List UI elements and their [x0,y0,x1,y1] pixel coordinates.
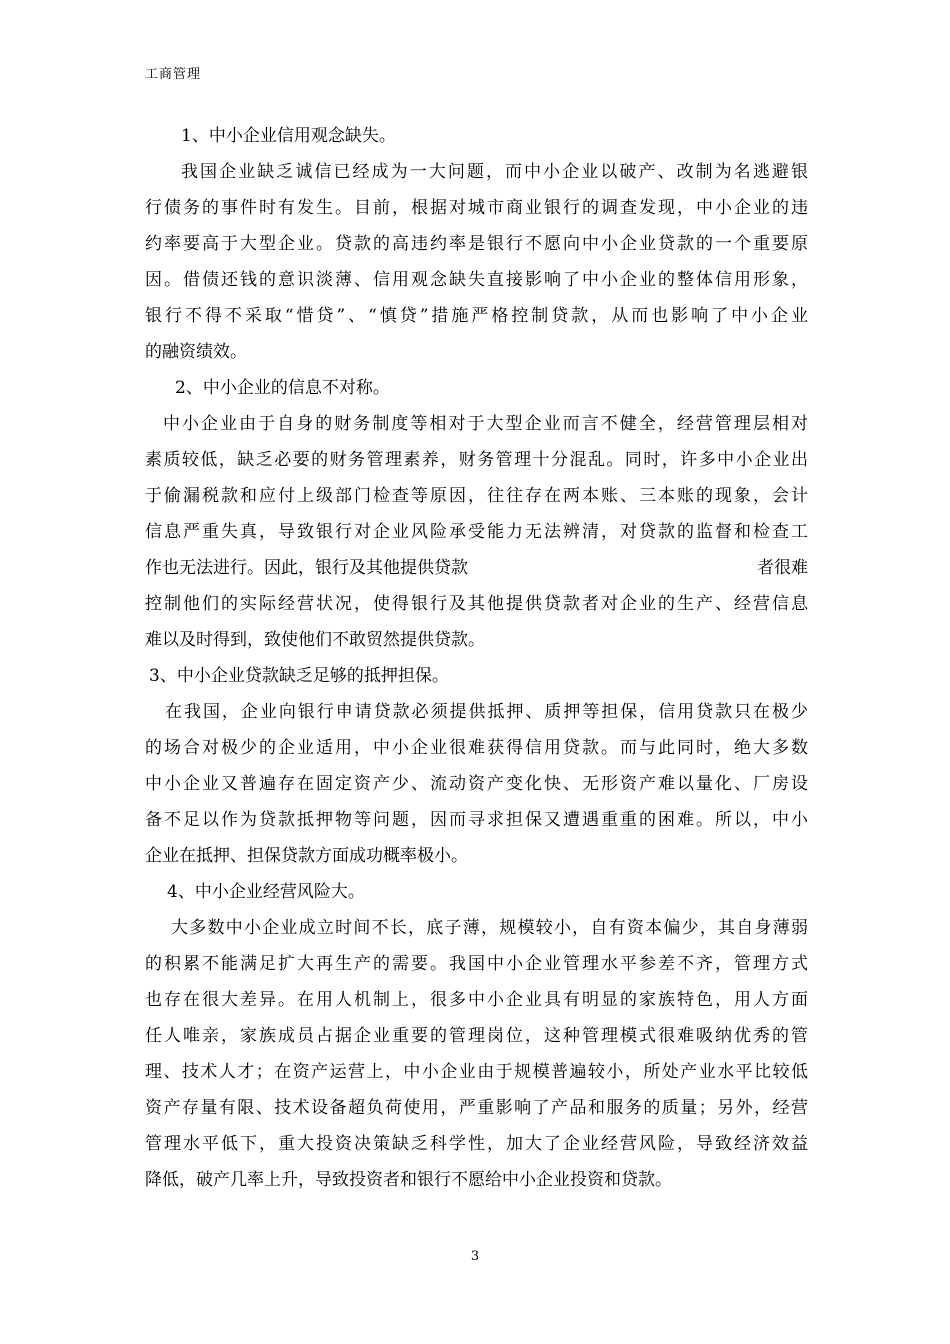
text-line: 大多数中小企业成立时间不长，底子薄，规模较小，自有资本偏少，其自身薄弱 [171,918,808,938]
text-line: 理、技术人才；在资产运营上，中小企业由于规模普遍较小，所处产业水平比较低 [145,1062,808,1082]
text-line: 降低，破产几率上升，导致投资者和银行不愿给中小企业投资和贷款。 [145,1170,672,1190]
text-line: 素质较低，缺乏必要的财务管理素养，财务管理十分混乱。同时，许多中小企业出 [145,450,808,470]
text-line: 也存在很大差异。在用人机制上，很多中小企业具有明显的家族特色，用人方面 [145,990,808,1010]
document-body [145,118,808,1198]
text-line: 企业在抵押、担保贷款方面成功概率极小。 [145,846,468,866]
text-line: 的融资绩效。 [145,342,247,362]
text-line: 资产存量有限、技术设备超负荷使用，严重影响了产品和服务的质量；另外，经营 [145,1098,808,1118]
text-line: 难以及时得到，致使他们不敢贸然提供贷款。 [145,630,485,650]
page-number: 3 [470,1249,480,1264]
text-line: 因。借债还钱的意识淡薄、信用观念缺失直接影响了中小企业的整体信用形象， [145,270,808,290]
heading-collateral: 3、中小企业贷款缺乏足够的抵押担保。 [149,666,449,686]
text-line: 的积累不能满足扩大再生产的需要。我国中小企业管理水平参差不齐，管理方式 [145,954,808,974]
text-line: 控制他们的实际经营状况，使得银行及其他提供贷款者对企业的生产、经营信息 [145,594,808,614]
text-line: 信息严重失真，导致银行对企业风险承受能力无法辨清，对贷款的监督和检查工 [145,522,808,542]
text-line: 我国企业缺乏诚信已经成为一大问题，而中小企业以破产、改制为名逃避银 [181,162,808,182]
text-line: 银行不得不采取“惜贷”、“慎贷”措施严格控制贷款，从而也影响了中小企业 [145,306,808,326]
text-line: 中小企业又普遍存在固定资产少、流动资产变化快、无形资产难以量化、厂房设 [145,774,808,794]
text-line: 约率要高于大型企业。贷款的高违约率是银行不愿向中小企业贷款的一个重要原 [145,234,808,254]
text-line: 的场合对极少的企业适用，中小企业很难获得信用贷款。而与此同时，绝大多数 [145,738,808,758]
text-line: 备不足以作为贷款抵押物等问题，因而寻求担保又遭遇重重的困难。所以，中小 [145,810,808,830]
text-line: 任人唯亲，家族成员占据企业重要的管理岗位，这种管理模式很难吸纳优秀的管 [145,1026,808,1046]
running-header: 工商管理 [145,67,202,82]
text-line: 在我国，企业向银行申请贷款必须提供抵押、质押等担保，信用贷款只在极少 [165,702,808,722]
text-line-split: 作也无法进行。因此，银行及其他提供贷款 者很难 [145,558,808,578]
text-line: 管理水平低下，重大投资决策缺乏科学性，加大了企业经营风险，导致经济效益 [145,1134,808,1154]
text-line: 行债务的事件时有发生。目前，根据对城市商业银行的调查发现，中小企业的违 [145,198,808,218]
text-line: 中小企业由于自身的财务制度等相对于大型企业而言不健全，经营管理层相对 [163,414,808,434]
heading-risk: 4、中小企业经营风险大。 [167,882,365,902]
heading-information: 2、中小企业的信息不对称。 [175,378,390,398]
text-line: 于偷漏税款和应付上级部门检查等原因，往往存在两本账、三本账的现象，会计 [145,486,808,506]
heading-credit: 1、中小企业信用观念缺失。 [181,126,396,146]
